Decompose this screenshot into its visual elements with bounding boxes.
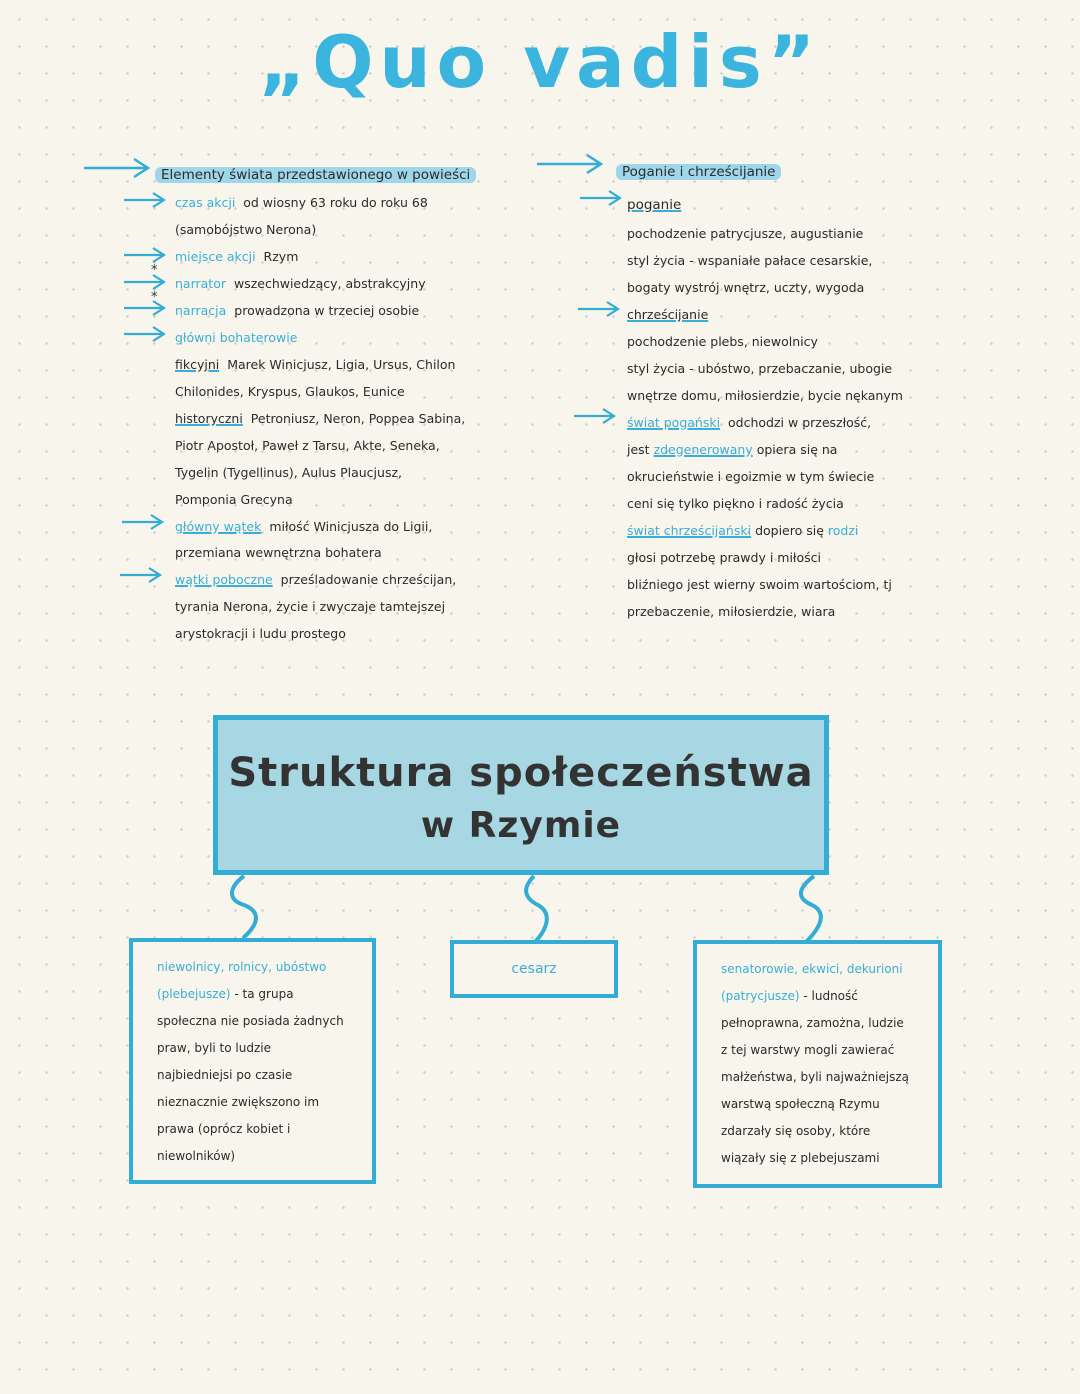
patricians-label: senatorowie, ekwici, dekurioni — [721, 962, 903, 976]
historical-line4: Pomponia Grecyna — [175, 492, 293, 507]
diagram-main-box — [213, 715, 829, 875]
pagan-world-line4: ceni się tylko piękno i radość życia — [627, 496, 844, 511]
pagan-world-line3: okrucieństwie i egoizmie w tym świecie — [627, 469, 875, 484]
patricians-line3: małżeństwa, byli najważniejszą — [721, 1070, 910, 1084]
item-narracja: narracja prowadzona w trzeciej osobie — [175, 303, 420, 318]
christian-world-line2: głosi potrzebę prawdy i miłości — [627, 550, 821, 565]
page-title: „Quo vadis” — [258, 20, 822, 104]
diagram-box-emperor — [450, 940, 618, 998]
plebeians-line1: społeczna nie posiada żadnych — [157, 1014, 344, 1028]
patricians-line5: zdarzały się osoby, które — [721, 1124, 871, 1138]
item-glowni-bohaterowie: główni bohaterowie — [175, 330, 298, 345]
plebeians-line6: niewolników) — [157, 1149, 236, 1163]
main-plot-line1: główny wątek miłość Winicjusza do Ligii, — [175, 519, 433, 534]
side-plot-line1: wątki poboczne prześladowanie chrześcijan, — [175, 572, 457, 587]
christian-world-line3: bliźniego jest wierny swoim wartościom, tj — [627, 577, 892, 592]
side-plot-line3: arystokracji i ludu prostego — [175, 626, 346, 641]
diagram-main-line2: w Rzymie — [420, 805, 622, 846]
pagans-heading: poganie — [627, 197, 682, 213]
plebeians-line0: (plebejusze) - ta grupa — [157, 987, 294, 1001]
pagan-world-line1: świat pogański odchodzi w przeszłość, — [627, 415, 872, 430]
diagram-box-plebeians — [129, 938, 376, 1184]
left-heading: Elementy świata przedstawionego w powieści — [155, 162, 476, 189]
plebeians-line5: prawa (oprócz kobiet i — [157, 1122, 291, 1136]
pagans-line3: bogaty wystrój wnętrz, uczty, wygoda — [627, 280, 865, 295]
plebeians-line4: nieznacznie zwiększono im — [157, 1095, 320, 1109]
item-narrator: narrator wszechwiedzący, abstrakcyjny — [175, 276, 426, 291]
christians-line3: wnętrze domu, miłosierdzie, bycie nękanym — [627, 388, 903, 403]
emperor-label: cesarz — [511, 961, 557, 977]
patricians-line2: z tej warstwy mogli zawierać — [721, 1043, 895, 1057]
side-plot-line2: tyrania Nerona, życie i zwyczaje tamtejszej — [175, 599, 446, 614]
fictional-line2: Chilonides, Kryspus, Glaukos, Eunice — [175, 384, 405, 399]
patricians-line4: warstwą społeczną Rzymu — [721, 1097, 880, 1111]
historical-line2: Piotr Apostoł, Paweł z Tarsu, Akte, Seneka, — [175, 438, 440, 453]
historical-line3: Tygelin (Tygellinus), Aulus Plaucjusz, — [175, 465, 403, 480]
christians-line2: styl życia - ubóstwo, przebaczanie, ubogie — [627, 361, 893, 376]
item-samobojstwo: (samobójstwo Nerona) — [175, 222, 317, 237]
christian-world-line1: świat chrześcijański dopiero się rodzi — [627, 523, 859, 538]
diagram-box-patricians — [693, 940, 942, 1188]
patricians-line1: pełnoprawna, zamożna, ludzie — [721, 1016, 904, 1030]
diagram-main-line1: Struktura społeczeństwa — [228, 750, 814, 796]
christians-line1: pochodzenie plebs, niewolnicy — [627, 334, 818, 349]
fictional-line1: fikcyjni Marek Winicjusz, Ligia, Ursus, Chilon — [175, 357, 456, 372]
christian-world-line4: przebaczenie, miłosierdzie, wiara — [627, 604, 836, 619]
main-plot-line2: przemiana wewnętrzna bohatera — [175, 545, 382, 560]
right-heading: Poganie i chrześcijanie — [616, 159, 781, 186]
pagans-line1: pochodzenie patrycjusze, augustianie — [627, 226, 864, 241]
plebeians-label: niewolnicy, rolnicy, ubóstwo — [157, 960, 327, 974]
historical-line1: historyczni Petroniusz, Neron, Poppea Sabina, — [175, 411, 466, 426]
patricians-line6: wiązały się z plebejuszami — [721, 1151, 880, 1165]
plebeians-line2: praw, byli to ludzie — [157, 1041, 271, 1055]
patricians-line0: (patrycjusze) - ludność — [721, 989, 858, 1003]
christians-heading: chrześcijanie — [627, 307, 709, 322]
item-miejsce-akcji: miejsce akcji Rzym — [175, 249, 299, 264]
plebeians-line3: najbiedniejsi po czasie — [157, 1068, 293, 1082]
asterisk-icon: * — [151, 290, 158, 305]
pagan-world-line2: jest zdegenerowany opiera się na — [627, 442, 838, 457]
asterisk-icon: * — [151, 263, 158, 278]
pagans-line2: styl życia - wspaniałe pałace cesarskie, — [627, 253, 873, 268]
item-czas-akcji: czas akcji od wiosny 63 roku do roku 68 — [175, 195, 428, 210]
